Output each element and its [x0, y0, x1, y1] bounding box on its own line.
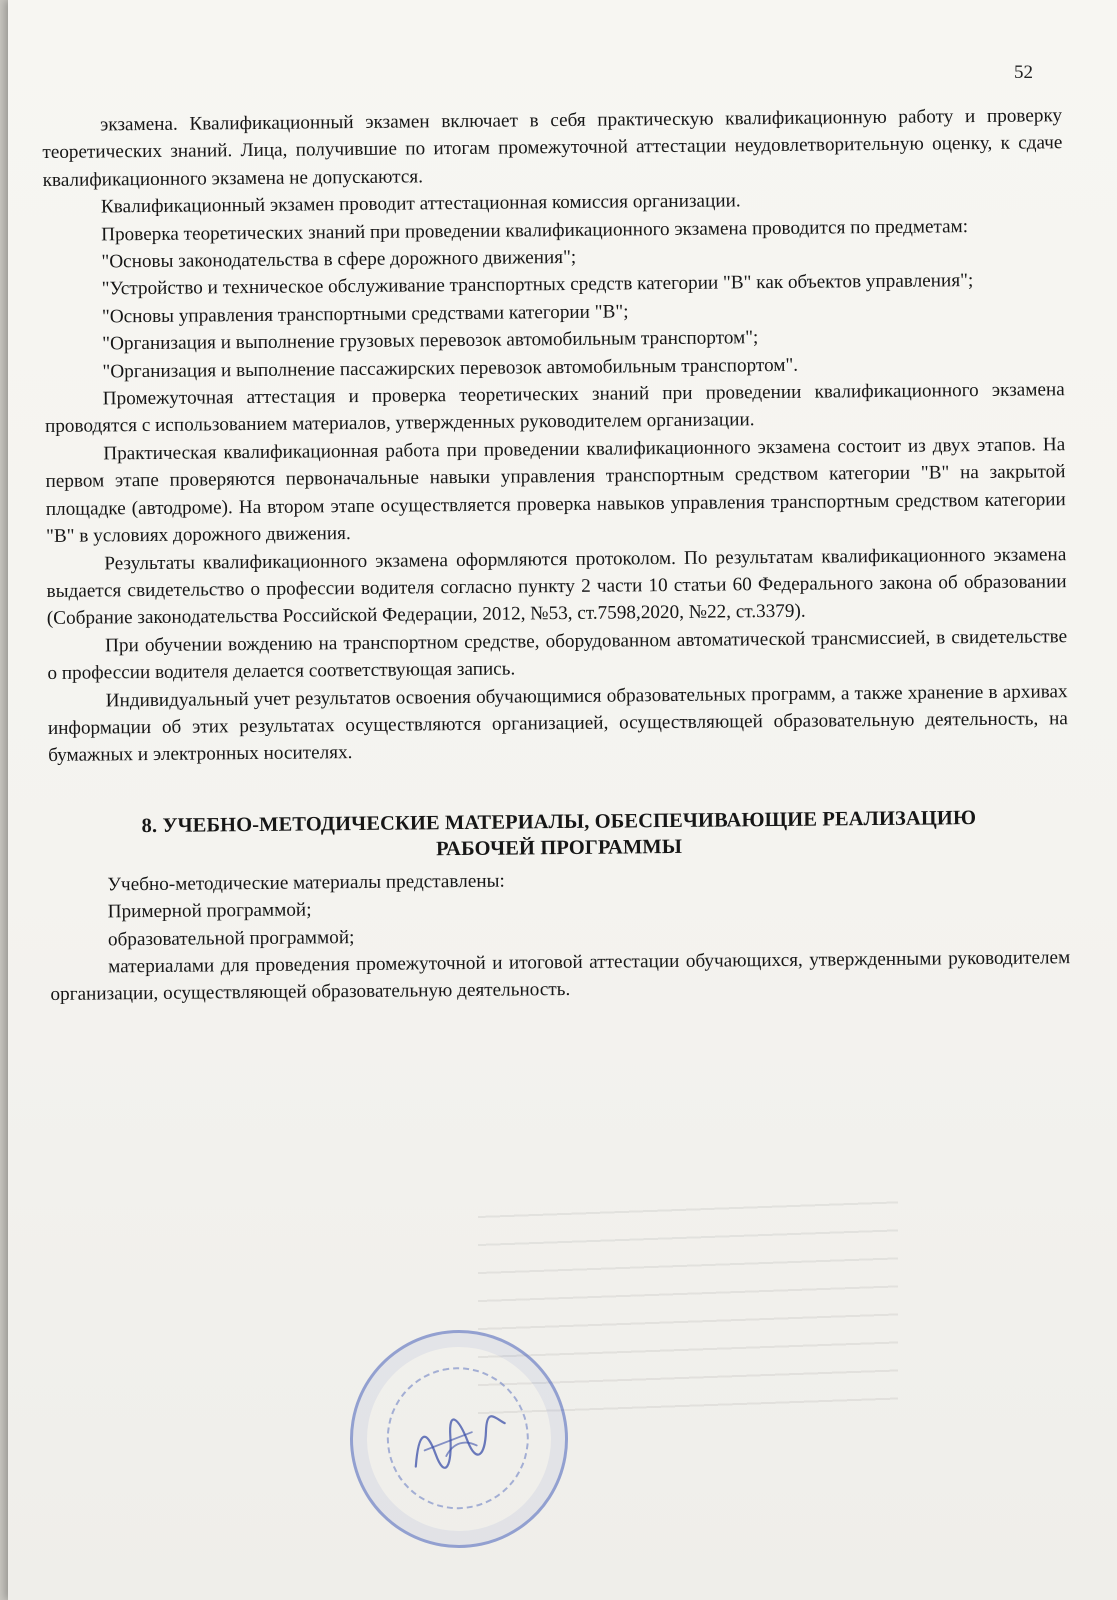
document-body [42, 102, 1071, 1009]
section-intro: Учебно-методические материалы представлены: [107, 870, 505, 896]
paragraph-exam-commission: Квалификационный экзамен проводит аттестационная комиссия организации. [100, 190, 741, 218]
subject-item: "Устройство и техническое обслуживание транспортных средств категории "B" как объектов управления"; [101, 270, 974, 300]
document-page [8, 0, 1117, 1600]
paragraph-intermediate-attestation: Промежуточная аттестация и проверка теоретических знаний при проведении квалификационного экзамена проводятся с использованием материалов, утвержденных руководителем организации. [44, 379, 1065, 438]
section-heading [49, 804, 1069, 866]
subject-item: "Основы управления транспортными средствами категории "B"; [101, 301, 629, 328]
page-number: 52 [1014, 62, 1033, 83]
section-heading-line: РАБОЧЕЙ ПРОГРАММЫ [436, 835, 683, 861]
subject-item: "Организация и выполнение пассажирских перевозок автомобильным транспортом". [102, 354, 799, 383]
paragraph-individual-record: Индивидуальный учет результатов освоения обучающимися образовательных программ, а также хранение в архивах информации об этих результатах осуществляются организацией, осуществляющей образовательную деятельность, на бумажных и электронных носителях. [47, 680, 1068, 767]
paragraph-theory-subjects: Проверка теоретических знаний при проведении квалификационного экзамена проводится по предметам: [101, 215, 969, 246]
paragraph-exam-content: экзамена. Квалификационный экзамен включает в себя практическую квалификационную работу и проверку теоретических знаний. Лица, получившие по итогам промежуточной аттестации неудовлетворительную оценку, к сдаче квалификационного экзамена не допускаются. [42, 105, 1063, 191]
material-item: образовательной программой; [107, 926, 355, 950]
subject-item: "Организация и выполнение грузовых перевозок автомобильным транспортом"; [102, 327, 759, 355]
material-item: материалами для проведения промежуточной и итоговой аттестации обучающихся, утвержденными руководителем организации, осуществляющей образовательную деятельность. [50, 947, 1071, 1006]
material-item: Примерной программой; [107, 899, 312, 923]
paragraph-automatic-transmission: При обучении вождению на транспортном средстве, оборудованном автоматической трансмиссией, в свидетельстве о профессии водителя делается соответствующая запись. [47, 625, 1068, 685]
section-heading-line: 8. УЧЕБНО-МЕТОДИЧЕСКИЕ МАТЕРИАЛЫ, ОБЕСПЕЧИВАЮЩИЕ РЕАЛИЗАЦИЮ [141, 806, 977, 837]
paragraph-exam-results: Результаты квалификационного экзамена оформляются протоколом. По результатам квалификационного экзамена выдается свидетельство о профессии водителя согласно пункту 2 части 10 статьи 60 Федерального закона об образовании (Собрание законодательства Российской Федерации, 2012, №53, ст.7598,2020, №22, ст.3379). [46, 543, 1067, 630]
subject-item: "Основы законодательства в сфере дорожного движения"; [101, 246, 577, 273]
paragraph-practical-work: Практическая квалификационная работа при проведении квалификационного экзамена состоит из двух этапов. На первом этапе проверяются первоначальные навыки управления транспортным средством категории "B" на закрытой площадке (автодроме). На втором этапе осуществляется проверка навыков управления транспортным средством категории "B" в условиях дорожного движения. [45, 434, 1066, 548]
